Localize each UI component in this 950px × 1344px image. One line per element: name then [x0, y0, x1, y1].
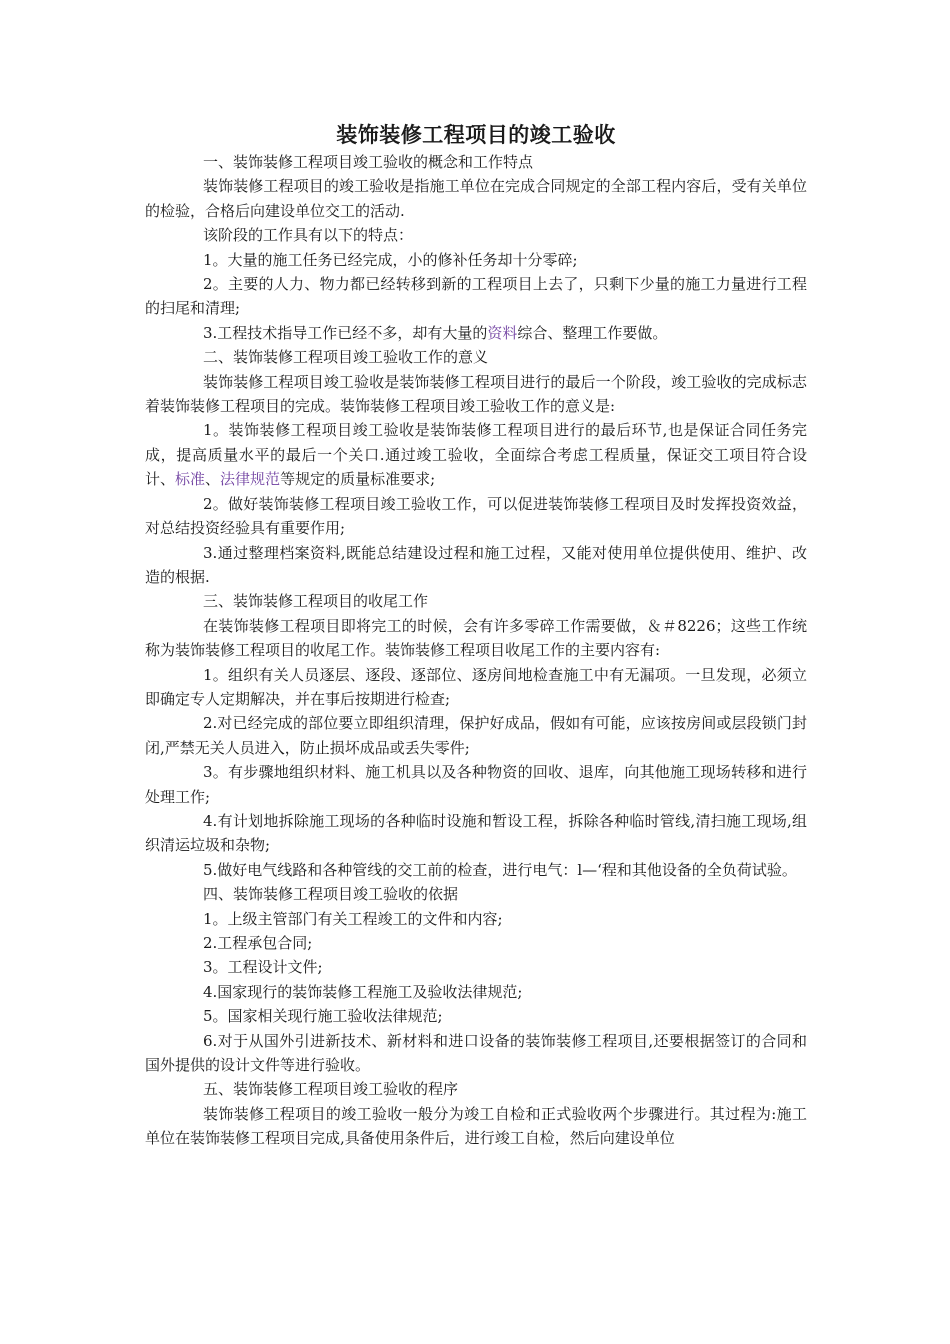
paragraph — [145, 955, 807, 979]
paragraph — [145, 663, 807, 712]
paragraph-text: 1。大量的施工任务已经完成，小的修补任务却十分零碎; — [203, 250, 578, 269]
paragraph — [145, 370, 807, 419]
paragraph-text: 综合、整理工作要做。 — [517, 323, 668, 342]
paragraph — [145, 492, 807, 541]
paragraph-text: 二、装饰装修工程项目竣工验收工作的意义 — [203, 348, 489, 367]
paragraph-text: 3.工程技术指导工作已经不多，却有大量的 — [203, 323, 488, 342]
paragraph-text: 一、装饰装修工程项目竣工验收的概念和工作特点 — [203, 153, 534, 171]
paragraph — [145, 174, 807, 223]
paragraph-text: 4.有计划地拆除施工现场的各种临时设施和暂设工程，拆除各种临时管线,清扫施工现场,组织清运垃圾和杂物; — [145, 811, 807, 855]
document-title: 装饰装修工程项目的竣工验收 — [336, 122, 616, 147]
paragraph — [145, 711, 807, 760]
paragraph-text: 2.工程承包合同; — [203, 934, 313, 952]
paragraph-text: 6.对于从国外引进新技术、新材料和进口设备的装饰装修工程项目,还要根据签订的合同和国外提供的设计文件等进行验收。 — [145, 1031, 807, 1075]
paragraph-text: 、 — [205, 470, 221, 489]
paragraph — [145, 589, 807, 613]
paragraph — [145, 321, 807, 345]
paragraph — [145, 882, 807, 906]
paragraph — [145, 614, 807, 663]
paragraph-text: 3。有步骤地组织材料、施工机具以及各种物资的回收、退库，向其他施工现场转移和进行处理工作; — [145, 763, 807, 806]
paragraph-text: 2。主要的人力、物力都已经转移到新的工程项目上去了，只剩下少量的施工力量进行工程的扫尾和清理; — [145, 275, 807, 318]
paragraph — [145, 931, 807, 955]
inline-link[interactable]: 法律规范 — [220, 470, 281, 489]
paragraph — [145, 907, 807, 931]
paragraph — [145, 809, 807, 858]
paragraph-text: 四、装饰装修工程项目竣工验收的依据 — [203, 885, 459, 904]
document-page — [145, 120, 807, 1151]
paragraph-text: 在装饰装修工程项目即将完工的时候，会有许多零碎工作需要做，＆＃8226；这些工作统称为装饰装修工程项目的收尾工作。装饰装修工程项目收尾工作的主要内容有: — [145, 616, 807, 660]
paragraph — [145, 1004, 807, 1028]
paragraph — [145, 1029, 807, 1078]
paragraph-text: 2.对已经完成的部位要立即组织清理，保护好成品，假如有可能，应该按房间或层段锁门封闭,严禁无关人员进入，防止损坏成品或丢失零件; — [145, 714, 807, 757]
paragraph-text: 5.做好电气线路和各种管线的交工前的检查，进行电气：l—‘程和其他设备的全负荷试验。 — [203, 860, 797, 879]
paragraph — [145, 248, 807, 272]
paragraph — [145, 760, 807, 809]
paragraph — [145, 1077, 807, 1101]
inline-link[interactable]: 资料 — [487, 323, 518, 342]
paragraph-text: 1。组织有关人员逐层、逐段、逐部位、逐房间地检查施工中有无漏项。一旦发现，必须立即确定专人定期解决，并在事后按期进行检查; — [145, 665, 807, 708]
paragraph — [145, 345, 807, 369]
paragraph-text: 三、装饰装修工程项目的收尾工作 — [203, 592, 429, 611]
paragraph — [145, 541, 807, 590]
paragraph-text: 1。上级主管部门有关工程竣工的文件和内容; — [203, 909, 503, 928]
document-body — [145, 150, 807, 1151]
paragraph — [145, 418, 807, 491]
paragraph — [145, 980, 807, 1004]
paragraph-text: 装饰装修工程项目的竣工验收一般分为竣工自检和正式验收两个步骤进行。其过程为:施工单位在装饰装修工程项目完成,具备使用条件后，进行竣工自检，然后向建设单位 — [145, 1104, 807, 1148]
paragraph-text: 等规定的质量标准要求; — [280, 470, 436, 489]
paragraph-text: 4.国家现行的装饰装修工程施工及验收法律规范; — [203, 982, 523, 1001]
paragraph — [145, 150, 807, 174]
paragraph — [145, 272, 807, 321]
paragraph-text: 装饰装修工程项目竣工验收是装饰装修工程项目进行的最后一个阶段，竣工验收的完成标志着装饰装修工程项目的完成。装饰装修工程项目竣工验收工作的意义是: — [145, 372, 807, 416]
paragraph-text: 3.通过整理档案资料,既能总结建设过程和施工过程，又能对使用单位提供使用、维护、改造的根据. — [145, 543, 807, 586]
paragraph-text: 五、装饰装修工程项目竣工验收的程序 — [203, 1080, 459, 1099]
paragraph-text: 2。做好装饰装修工程项目竣工验收工作，可以促进装饰装修工程项目及时发挥投资效益，对总结投资经验具有重要作用; — [145, 494, 807, 538]
inline-link[interactable]: 标准 — [175, 470, 206, 489]
paragraph-text: 3。工程设计文件; — [203, 958, 323, 977]
paragraph-text: 该阶段的工作具有以下的特点： — [203, 226, 414, 245]
paragraph-text: 装饰装修工程项目的竣工验收是指施工单位在完成合同规定的全部工程内容后，受有关单位的检验，合格后向建设单位交工的活动. — [145, 177, 807, 220]
paragraph-text: 5。国家相关现行施工验收法律规范; — [203, 1007, 443, 1026]
paragraph — [145, 858, 807, 882]
paragraph-text: 1。装饰装修工程项目竣工验收是装饰装修工程项目进行的最后环节,也是保证合同任务完成，提高质量水平的最后一个关口.通过竣工验收，全面综合考虑工程质量，保证交工项目符合设计、 — [145, 421, 807, 489]
paragraph — [145, 1102, 807, 1151]
paragraph — [145, 223, 807, 247]
